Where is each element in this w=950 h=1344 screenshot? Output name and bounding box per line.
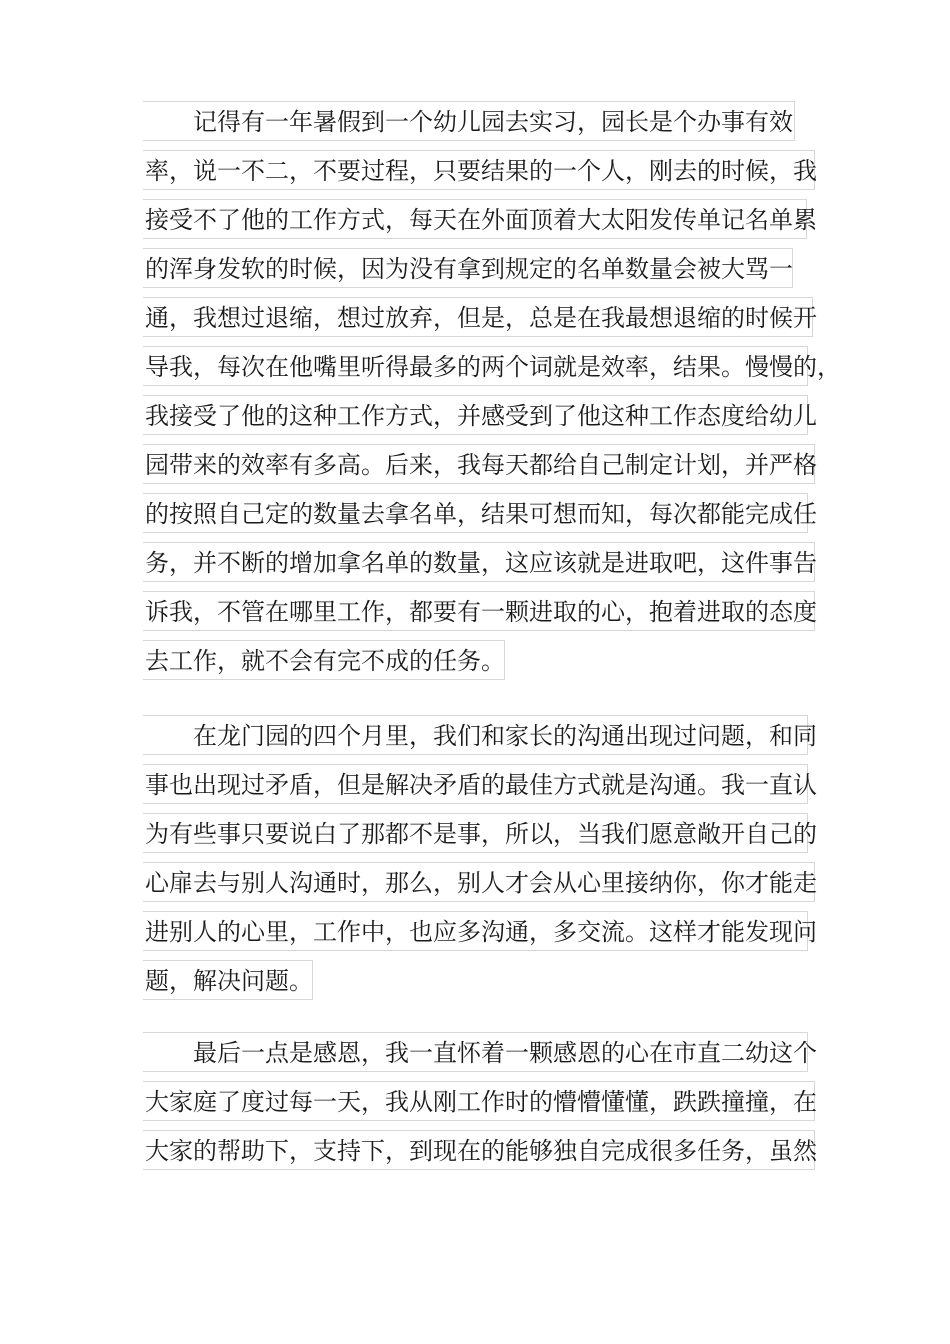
text-line: 心扉去与别人沟通时，那么，别人才会从心里接纳你，你才能走	[143, 862, 815, 902]
text-line: 最后一点是感恩，我一直怀着一颗感恩的心在市直二幼这个	[143, 1032, 808, 1072]
text-line: 通，我想过退缩，想过放弃，但是，总是在我最想退缩的时候开	[143, 297, 813, 337]
text-line: 记得有一年暑假到一个幼儿园去实习，园长是个办事有效	[143, 101, 795, 141]
text-line: 大家的帮助下，支持下，到现在的能够独自完成很多任务，虽然	[143, 1130, 815, 1170]
text-line: 接受不了他的工作方式，每天在外面顶着大太阳发传单记名单累	[143, 199, 807, 239]
text-line: 去工作，就不会有完不成的任务。	[143, 640, 505, 680]
text-line: 进别人的心里，工作中，也应多沟通，多交流。这样才能发现问	[143, 911, 808, 951]
text-line: 为有些事只要说白了那都不是事，所以，当我们愿意敞开自己的	[143, 813, 808, 853]
text-line: 的按照自己定的数量去拿名单，结果可想而知，每次都能完成任	[143, 493, 808, 533]
text-line: 务，并不断的增加拿名单的数量，这应该就是进取吧，这件事告	[143, 542, 815, 582]
text-line: 园带来的效率有多高。后来，我每天都给自己制定计划，并严格	[143, 444, 815, 484]
text-line: 事也出现过矛盾，但是解决矛盾的最佳方式就是沟通。我一直认	[143, 764, 808, 804]
text-line: 导我，每次在他嘴里听得最多的两个词就是效率，结果。慢慢的，	[143, 346, 808, 386]
text-line: 诉我，不管在哪里工作，都要有一颗进取的心，抱着进取的态度	[143, 591, 815, 631]
text-line: 题，解决问题。	[143, 960, 313, 1000]
text-line: 我接受了他的这种工作方式，并感受到了他这种工作态度给幼儿	[143, 395, 808, 435]
text-line: 的浑身发软的时候，因为没有拿到规定的名单数量会被大骂一	[143, 248, 793, 288]
text-line: 大家庭了度过每一天，我从刚工作时的懵懵懂懂，跌跌撞撞，在	[143, 1081, 815, 1121]
text-line: 在龙门园的四个月里，我们和家长的沟通出现过问题，和同	[143, 715, 808, 755]
text-line: 率，说一不二，不要过程，只要结果的一个人，刚去的时候，我	[143, 150, 815, 190]
